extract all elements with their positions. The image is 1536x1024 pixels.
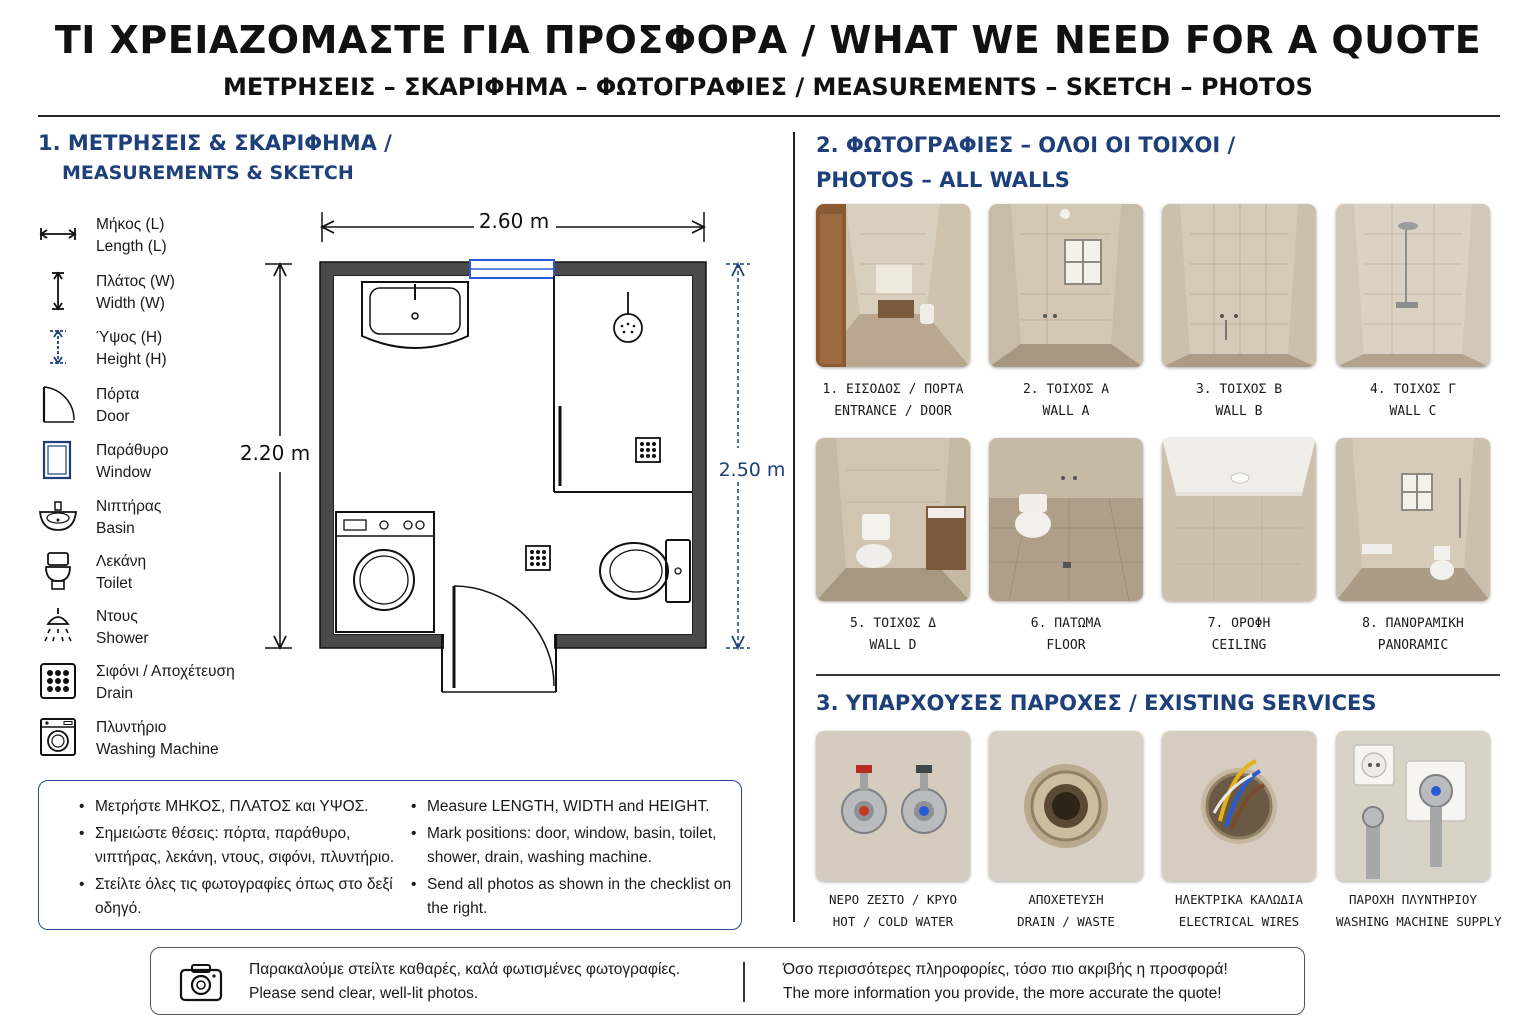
plan-window: [470, 260, 554, 278]
legend-drain-el: Σιφόνι / Αποχέτευση: [96, 663, 235, 680]
legend-length-en: Length (L): [96, 237, 167, 255]
service-caption-water-el: ΝΕΡΟ ΖΕΣΤΟ / ΚΡΥΟ: [829, 892, 957, 907]
shower-icon: [38, 606, 78, 646]
service-photo-electrical: [1162, 731, 1316, 881]
photo-card-wall-c: [1336, 204, 1490, 423]
legend-shower-en: Shower: [96, 629, 149, 647]
service-photo-washer-supply: [1336, 731, 1490, 881]
legend-item-length: [38, 212, 268, 264]
legend-item-door: [38, 382, 268, 434]
legend-door-en: Door: [96, 407, 130, 425]
height-arrow-icon: [38, 327, 78, 367]
floor-plan: [238, 200, 798, 710]
height-dimension: [719, 264, 786, 648]
photo-card-entrance: [816, 204, 970, 423]
height-label: 2.50 m: [718, 459, 786, 481]
photo-caption-ceiling-en: CEILING: [1211, 638, 1267, 653]
photo-card-floor: [989, 438, 1143, 657]
legend-width-en: Width (W): [96, 294, 165, 312]
photo-ceiling: [1162, 438, 1316, 601]
section1-heading-line2: MEASUREMENTS & SKETCH: [62, 162, 354, 184]
legend-item-toilet: [38, 549, 268, 601]
legend-shower-el: Ντους: [96, 608, 138, 625]
photo-caption-panoramic-el: 8. ΠΑΝΟΡΑΜΙΚΗ: [1362, 616, 1464, 631]
service-caption-washer-supply-el: ΠΑΡΟΧΗ ΠΛΥΝΤΗΡΙΟΥ: [1349, 892, 1477, 907]
photo-caption-floor-el: 6. ΠΑΤΩΜΑ: [1030, 616, 1102, 631]
legend-height-en: Height (H): [96, 350, 167, 368]
width-dimension: [240, 264, 310, 648]
header-divider: [38, 115, 1500, 117]
section1-heading-line1: 1. ΜΕΤΡΗΣΕΙΣ & ΣΚΑΡΙΦΗΜΑ /: [38, 131, 392, 155]
legend-drain-en: Drain: [96, 684, 134, 702]
legend-item-basin: [38, 494, 268, 546]
legend-item-width: [38, 269, 268, 321]
photo-caption-entrance-en: ENTRANCE / DOOR: [834, 404, 952, 419]
instructions-el: [77, 795, 417, 924]
photo-wall-d: [816, 438, 970, 601]
photo-card-panoramic: [1336, 438, 1490, 657]
photo-card-ceiling: [1162, 438, 1316, 657]
section2-heading: [816, 128, 1235, 198]
photo-caption-floor-en: FLOOR: [1046, 638, 1086, 653]
toilet-icon: [38, 551, 78, 591]
instruction-el-2: • Σημειώστε θέσεις: πόρτα, παράθυρο, νιπτήρας, λεκάνη, ντους, σιφόνι, πλυντήριο.: [77, 822, 417, 870]
section1-heading: [38, 128, 392, 188]
page-title: ΤΙ ΧΡΕΙΑΖΟΜΑΣΤΕ ΓΙΑ ΠΡΟΣΦΟΡΑ / WHAT WE NEED FOR A QUOTE: [54, 18, 1482, 62]
service-card-water: [816, 731, 970, 933]
width-label: 2.20 m: [239, 441, 311, 465]
service-caption-water-en: HOT / COLD WATER: [832, 914, 954, 929]
photo-caption-panoramic-en: PANORAMIC: [1377, 638, 1449, 653]
instruction-el-3: • Στείλτε όλες τις φωτογραφίες όπως στο δεξί οδηγό.: [77, 873, 417, 921]
legend-item-washing-machine: [38, 715, 268, 767]
photo-floor: [989, 438, 1143, 601]
legend-toilet-el: Λεκάνη: [96, 553, 147, 570]
service-card-drain: [989, 731, 1143, 933]
service-caption-electrical-en: ELECTRICAL WIRES: [1178, 914, 1300, 929]
footer-note: [150, 947, 1305, 1015]
service-caption-drain-en: DRAIN / WASTE: [1017, 914, 1115, 929]
photo-caption-wall-c-en: WALL C: [1389, 404, 1437, 419]
drain-icon: [38, 661, 78, 701]
photo-card-wall-a: [989, 204, 1143, 423]
photo-caption-wall-a-en: WALL A: [1042, 404, 1090, 419]
section2-heading-line2: PHOTOS – ALL WALLS: [816, 168, 1070, 192]
length-label: 2.60 m: [478, 209, 550, 233]
service-caption-electrical-el: ΗΛΕΚΤΡΙΚΑ ΚΑΛΩΔΙΑ: [1175, 892, 1303, 907]
camera-icon: [179, 962, 223, 1002]
photo-wall-b: [1162, 204, 1316, 367]
photo-caption-wall-d-el: 5. ΤΟΙΧΟΣ Δ: [849, 616, 937, 631]
photo-caption-wall-b-en: WALL B: [1215, 404, 1263, 419]
section2-heading-line1: 2. ΦΩΤΟΓΡΑΦΙΕΣ – ΟΛΟΙ ΟΙ ΤΟΙΧΟΙ /: [816, 133, 1236, 157]
photo-caption-wall-b-el: 3. ΤΟΙΧΟΣ Β: [1195, 382, 1283, 397]
section-divider: [816, 674, 1500, 676]
washing-machine-icon: [38, 717, 78, 757]
service-caption-drain-el: ΑΠΟΧΕΤΕΥΣΗ: [1028, 892, 1104, 907]
legend-length-el: Μήκος (L): [96, 216, 165, 233]
instructions-box: [38, 780, 742, 930]
legend-height-el: Ύψος (H): [96, 329, 163, 346]
instruction-en-3: • Send all photos as shown in the checklist on the right.: [409, 873, 739, 921]
photo-caption-wall-c-el: 4. ΤΟΙΧΟΣ Γ: [1369, 382, 1457, 397]
footer-left-en: Please send clear, well-lit photos.: [249, 985, 479, 1002]
footer-right-el: Όσο περισσότερες πληροφορίες, τόσο πιο ακριβής η προσφορά!: [783, 961, 1228, 978]
photo-caption-wall-d-en: WALL D: [869, 638, 917, 653]
photo-caption-wall-a-el: 2. ΤΟΙΧΟΣ Α: [1022, 382, 1110, 397]
photo-entrance: [816, 204, 970, 367]
footer-left-el: Παρακαλούμε στείλτε καθαρές, καλά φωτισμένες φωτογραφίες.: [249, 961, 681, 978]
legend-item-window: [38, 438, 268, 490]
service-caption-washer-supply-en: WASHING MACHINE SUPPLY: [1336, 914, 1502, 929]
photo-caption-ceiling-el: 7. ΟΡΟΦΗ: [1207, 616, 1271, 631]
length-dimension: [322, 209, 704, 242]
service-card-electrical: [1162, 731, 1316, 933]
legend-window-en: Window: [96, 463, 152, 481]
instruction-en-1: • Measure LENGTH, WIDTH and HEIGHT.: [409, 795, 739, 819]
service-card-washer-supply: [1336, 731, 1502, 933]
width-arrow-icon: [38, 271, 78, 311]
legend-washing-machine-el: Πλυντήριο: [96, 719, 167, 736]
photo-wall-c: [1336, 204, 1490, 367]
door-icon: [38, 384, 78, 424]
service-photo-water: [816, 731, 970, 881]
legend-item-shower: [38, 604, 268, 656]
section3-heading: 3. ΥΠΑΡΧΟΥΣΕΣ ΠΑΡΟΧΕΣ / EXISTING SERVICES: [816, 691, 1377, 715]
legend-washing-machine-en: Washing Machine: [96, 740, 219, 758]
legend-window-el: Παράθυρο: [96, 442, 169, 459]
photo-caption-entrance-el: 1. ΕΙΣΟΔΟΣ / ΠΟΡΤΑ: [822, 382, 964, 397]
page-subtitle: ΜΕΤΡΗΣΕΙΣ – ΣΚΑΡΙΦΗΜΑ – ΦΩΤΟΓΡΑΦΙΕΣ / MEASUREMENTS – SKETCH – PHOTOS: [223, 73, 1313, 101]
footer-right-en: The more information you provide, the more accurate the quote!: [783, 985, 1222, 1002]
photo-card-wall-b: [1162, 204, 1316, 423]
photo-wall-a: [989, 204, 1143, 367]
legend-toilet-en: Toilet: [96, 574, 133, 592]
length-arrow-icon: [38, 214, 78, 254]
instructions-en: [409, 795, 739, 924]
basin-icon: [38, 496, 78, 536]
photo-card-wall-d: [816, 438, 970, 657]
legend-basin-en: Basin: [96, 519, 135, 537]
legend-basin-el: Νιπτήρας: [96, 498, 162, 515]
window-icon: [38, 440, 78, 480]
footer-separator: [743, 962, 745, 1002]
legend-item-height: [38, 325, 268, 377]
instruction-en-2: • Mark positions: door, window, basin, toilet, shower, drain, washing machine.: [409, 822, 739, 870]
photo-panoramic: [1336, 438, 1490, 601]
legend-door-el: Πόρτα: [96, 386, 140, 403]
service-photo-drain: [989, 731, 1143, 881]
legend-item-drain: [38, 659, 268, 711]
instruction-el-1: • Μετρήστε ΜΗΚΟΣ, ΠΛΑΤΟΣ και ΥΨΟΣ.: [77, 795, 417, 819]
legend-width-el: Πλάτος (W): [96, 273, 175, 290]
